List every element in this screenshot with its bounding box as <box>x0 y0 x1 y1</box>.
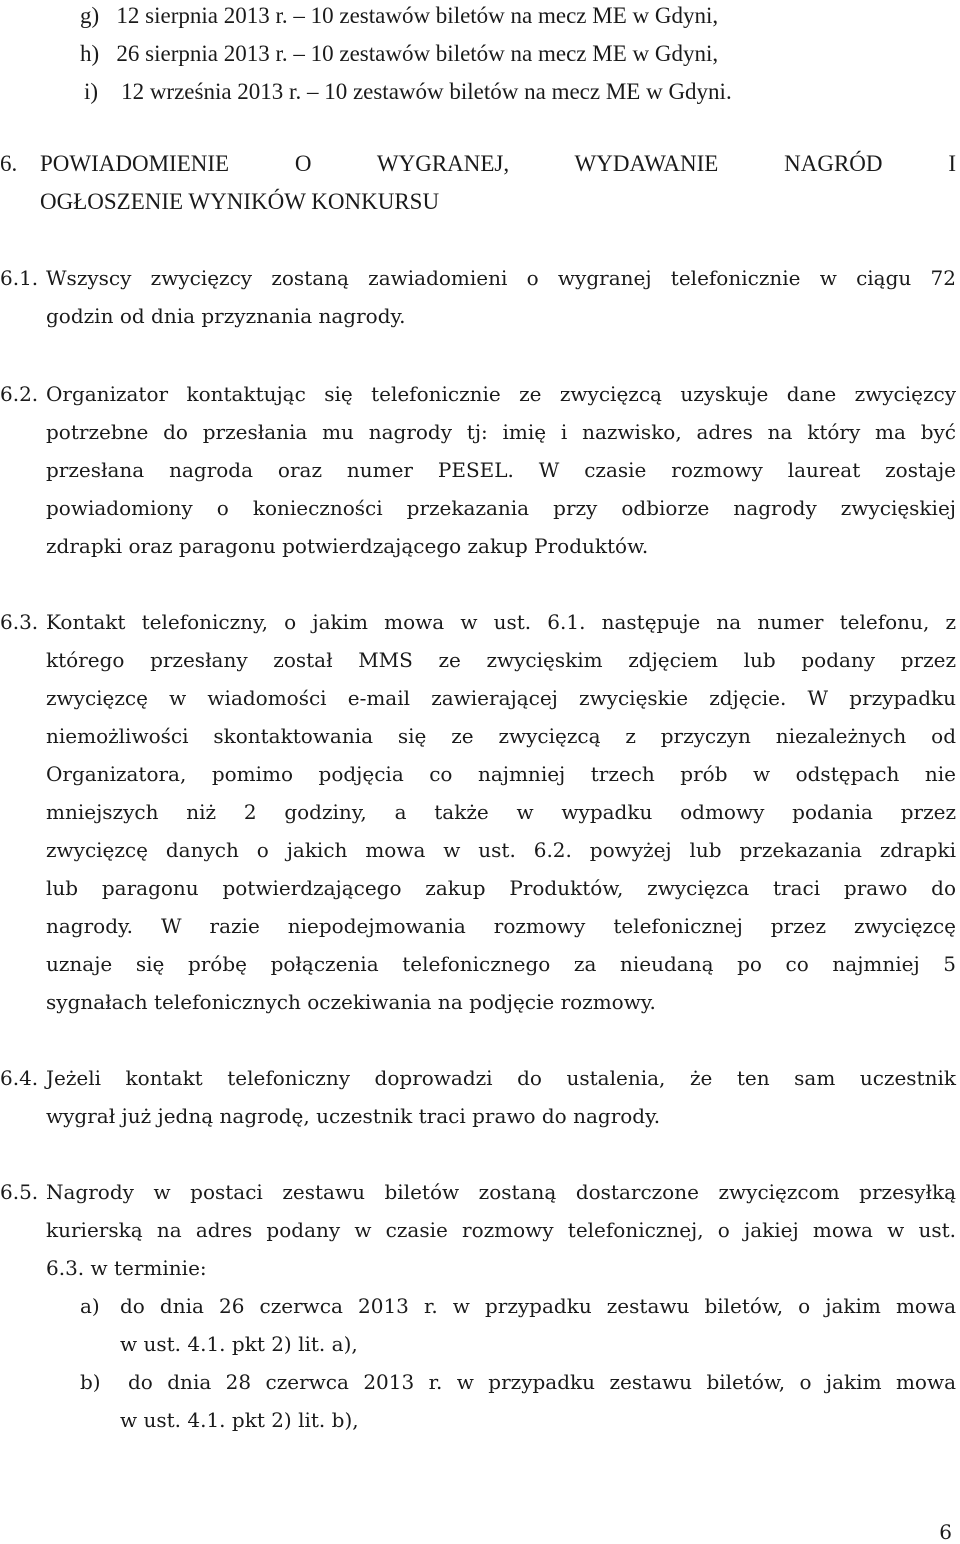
list-text: 12 września 2013 r. – 10 zestawów biletów na mecz ME w Gdyni. <box>121 79 732 104</box>
section-title-line1: POWIADOMIENIE O WYGRANEJ, WYDAWANIE NAGRÓD I <box>40 151 956 176</box>
section-title-line2: OGŁOSZENIE WYNIKÓW KONKURSU <box>40 189 440 214</box>
paragraph-number: 6.5. <box>0 1180 39 1204</box>
paragraph-6-3-line: nagrody. W razie niepodejmowania rozmowy telefonicznej przez zwycięzcę <box>46 914 956 938</box>
paragraph-6-3-line: lub paragonu potwierdzającego zakup Produktów, zwycięzca traci prawo do <box>46 876 956 900</box>
paragraph-6-5-line: Nagrody w postaci zestawu biletów zostaną dostarczone zwycięzcom przesyłką <box>46 1180 956 1204</box>
paragraph-6-1-line: Wszyscy zwycięzcy zostaną zawiadomieni o wygranej telefonicznie w ciągu 72 <box>46 266 956 290</box>
list-item-b-line: do dnia 28 czerwca 2013 r. w przypadku zestawu biletów, o jakim mowa <box>128 1370 956 1394</box>
section-number: 6. <box>0 151 18 176</box>
paragraph-6-2-line: powiadomiony o konieczności przekazania przy odbiorze nagrody zwycięskiej <box>46 496 956 520</box>
paragraph-6-2-line: potrzebne do przesłania mu nagrody tj: imię i nazwisko, adres na który ma być <box>46 420 956 444</box>
paragraph-6-3-line: którego przesłany został MMS ze zwycięskim zdjęciem lub podany przez <box>46 648 956 672</box>
paragraph-6-5-line: 6.3. w terminie: <box>46 1256 207 1280</box>
paragraph-number: 6.2. <box>0 382 39 406</box>
list-marker: b) <box>80 1370 101 1394</box>
paragraph-number: 6.1. <box>0 266 39 290</box>
paragraph-6-3-line: uznaje się próbę połączenia telefonicznego za nieudaną po co najmniej 5 <box>46 952 956 976</box>
page-number: 6 <box>939 1520 952 1544</box>
paragraph-6-3-line: Kontakt telefoniczny, o jakim mowa w ust. 6.1. następuje na numer telefonu, z <box>46 610 956 634</box>
paragraph-number: 6.4. <box>0 1066 39 1090</box>
paragraph-6-3-line: Organizatora, pomimo podjęcia co najmniej trzech prób w odstępach nie <box>46 762 956 786</box>
paragraph-6-3-line: mniejszych niż 2 godziny, a także w wypadku odmowy podania przez <box>46 800 956 824</box>
list-marker: i) <box>84 79 99 104</box>
paragraph-6-4-line: Jeżeli kontakt telefoniczny doprowadzi do ustalenia, że ten sam uczestnik <box>46 1066 956 1090</box>
list-marker: h) <box>80 41 100 66</box>
list-item-g <box>80 4 718 27</box>
list-item-a-line: do dnia 26 czerwca 2013 r. w przypadku zestawu biletów, o jakim mowa <box>120 1294 956 1318</box>
list-marker: a) <box>80 1294 100 1318</box>
paragraph-6-2-line: Organizator kontaktując się telefonicznie ze zwycięzcą uzyskuje dane zwycięzcy <box>46 382 956 406</box>
list-text: 12 sierpnia 2013 r. – 10 zestawów biletów na mecz ME w Gdyni, <box>116 3 719 28</box>
list-item-h <box>80 42 718 65</box>
paragraph-6-4-line: wygrał już jedną nagrodę, uczestnik traci prawo do nagrody. <box>46 1104 661 1128</box>
paragraph-6-3-line: zwycięzcę danych o jakich mowa w ust. 6.2. powyżej lub przekazania zdrapki <box>46 838 956 862</box>
paragraph-6-3-line: zwycięzcę w wiadomości e-mail zawierającej zwycięskie zdjęcie. W przypadku <box>46 686 956 710</box>
paragraph-6-3-line: sygnałach telefonicznych oczekiwania na podjęcie rozmowy. <box>46 990 656 1014</box>
paragraph-6-2-line: przesłana nagroda oraz numer PESEL. W czasie rozmowy laureat zostaje <box>46 458 956 482</box>
paragraph-6-1-line: godzin od dnia przyznania nagrody. <box>46 304 406 328</box>
paragraph-6-5-line: kurierską na adres podany w czasie rozmowy telefonicznej, o jakiej mowa w ust. <box>46 1218 956 1242</box>
list-text: 26 sierpnia 2013 r. – 10 zestawów biletów na mecz ME w Gdyni, <box>116 41 719 66</box>
list-item-a-line: w ust. 4.1. pkt 2) lit. a), <box>120 1332 358 1356</box>
list-item-i <box>84 80 732 103</box>
paragraph-6-3-line: niemożliwości skontaktowania się ze zwycięzcą z przyczyn niezależnych od <box>46 724 956 748</box>
list-marker: g) <box>80 3 100 28</box>
paragraph-number: 6.3. <box>0 610 39 634</box>
list-item-b-line: w ust. 4.1. pkt 2) lit. b), <box>120 1408 359 1432</box>
paragraph-6-2-line: zdrapki oraz paragonu potwierdzającego zakup Produktów. <box>46 534 649 558</box>
